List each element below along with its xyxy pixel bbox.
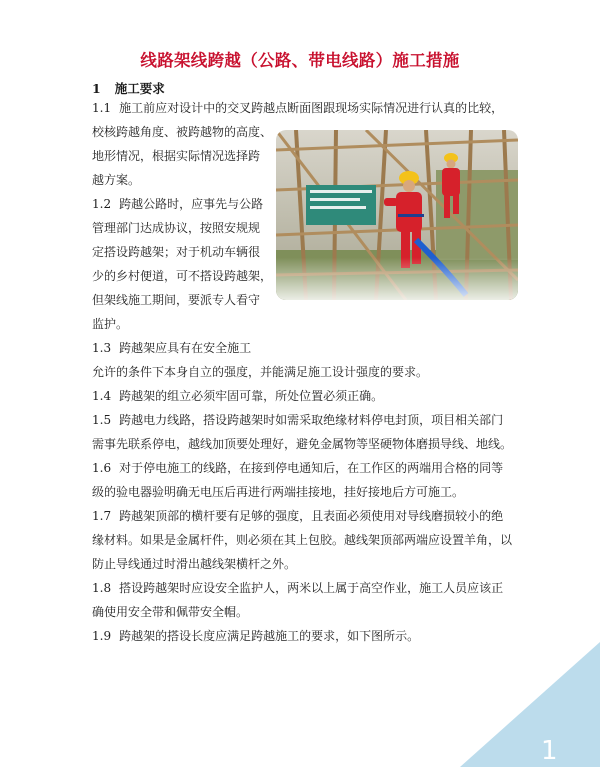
paragraph-line: 防止导线通过时滑出越线架横杆之外。: [92, 557, 297, 571]
paragraph-line: 1.6 对于停电施工的线路，在接到停电通知后，在工作区的两端用合格的同等: [92, 461, 504, 475]
paragraph-line: 校核跨越角度、被跨越物的高度、: [92, 125, 273, 139]
paragraph-number: 1.8: [92, 581, 112, 595]
paragraph-number: 1.4: [92, 389, 112, 403]
paragraph-line: 1.5 跨越电力线路，搭设跨越架时如需采取绝缘材料停电封顶，项目相关部门: [92, 413, 504, 427]
scaffolding-workers-photo: [276, 130, 518, 300]
paragraph-line: 管理部门达成协议，按照安规规: [92, 221, 261, 235]
paragraph-number: 1.1: [92, 101, 112, 115]
page-number: 1: [541, 736, 558, 766]
section-number: 1: [92, 81, 101, 96]
section-heading-text: 施工要求: [114, 81, 165, 96]
document-title: 线路架线跨越（公路、带电线路）施工措施: [140, 51, 460, 70]
paragraph-line: 定搭设跨越架；对于机动车辆很: [92, 245, 261, 259]
corner-decoration: [460, 642, 600, 767]
paragraph-number: 1.2: [92, 197, 112, 211]
paragraph-line: 1.3 跨越架应具有在安全施工: [92, 341, 252, 355]
paragraph-line: 需事先联系停电，越线加顶要处理好，避免金属物等坚硬物体磨损导线、地线。: [92, 437, 513, 451]
paragraph-line: 监护。: [92, 317, 129, 331]
paragraph-line: 1.7 跨越架顶部的横杆要有足够的强度，且表面必须使用对导线磨损较小的绝: [92, 509, 504, 523]
paragraph-line: 少的乡村便道，可不搭设跨越架，: [92, 269, 273, 283]
paragraph-number: 1.7: [92, 509, 112, 523]
paragraph-line: 级的验电器验明确无电压后再进行两端挂接地，挂好接地后方可施工。: [92, 485, 465, 499]
paragraph-line: 1.4 跨越架的组立必须牢固可靠，所处位置必须正确。: [92, 389, 384, 403]
paragraph-line: 1.9 跨越架的搭设长度应满足跨越施工的要求，如下图所示。: [92, 629, 420, 643]
paragraph-number: 1.5: [92, 413, 112, 427]
section-heading: [92, 79, 165, 97]
paragraph-number: 1.3: [92, 341, 112, 355]
paragraph-line: 1.8 搭设跨越架时应设安全监护人，两米以上属于高空作业，施工人员应该正: [92, 581, 504, 595]
paragraph-line: 但架线施工期间，要派专人看守: [92, 293, 261, 307]
paragraph-line: 缘材料。如果是金属杆件，则必须在其上包胶。越线架顶部两端应设置羊角，以: [92, 533, 513, 547]
paragraph-number: 1.6: [92, 461, 112, 475]
paragraph-line: 允许的条件下本身自立的强度，并能满足施工设计强度的要求。: [92, 365, 429, 379]
paragraph-line: 地形情况，根据实际情况选择跨: [92, 149, 261, 163]
paragraph-line: 确使用安全带和佩带安全帽。: [92, 605, 249, 619]
paragraph-number: 1.9: [92, 629, 112, 643]
paragraph-line: 1.2 跨越公路时，应事先与公路: [92, 197, 264, 211]
paragraph-line: 越方案。: [92, 173, 141, 187]
paragraph-line: 1.1 施工前应对设计中的交叉跨越点断面图跟现场实际情况进行认真的比较，: [92, 101, 504, 115]
